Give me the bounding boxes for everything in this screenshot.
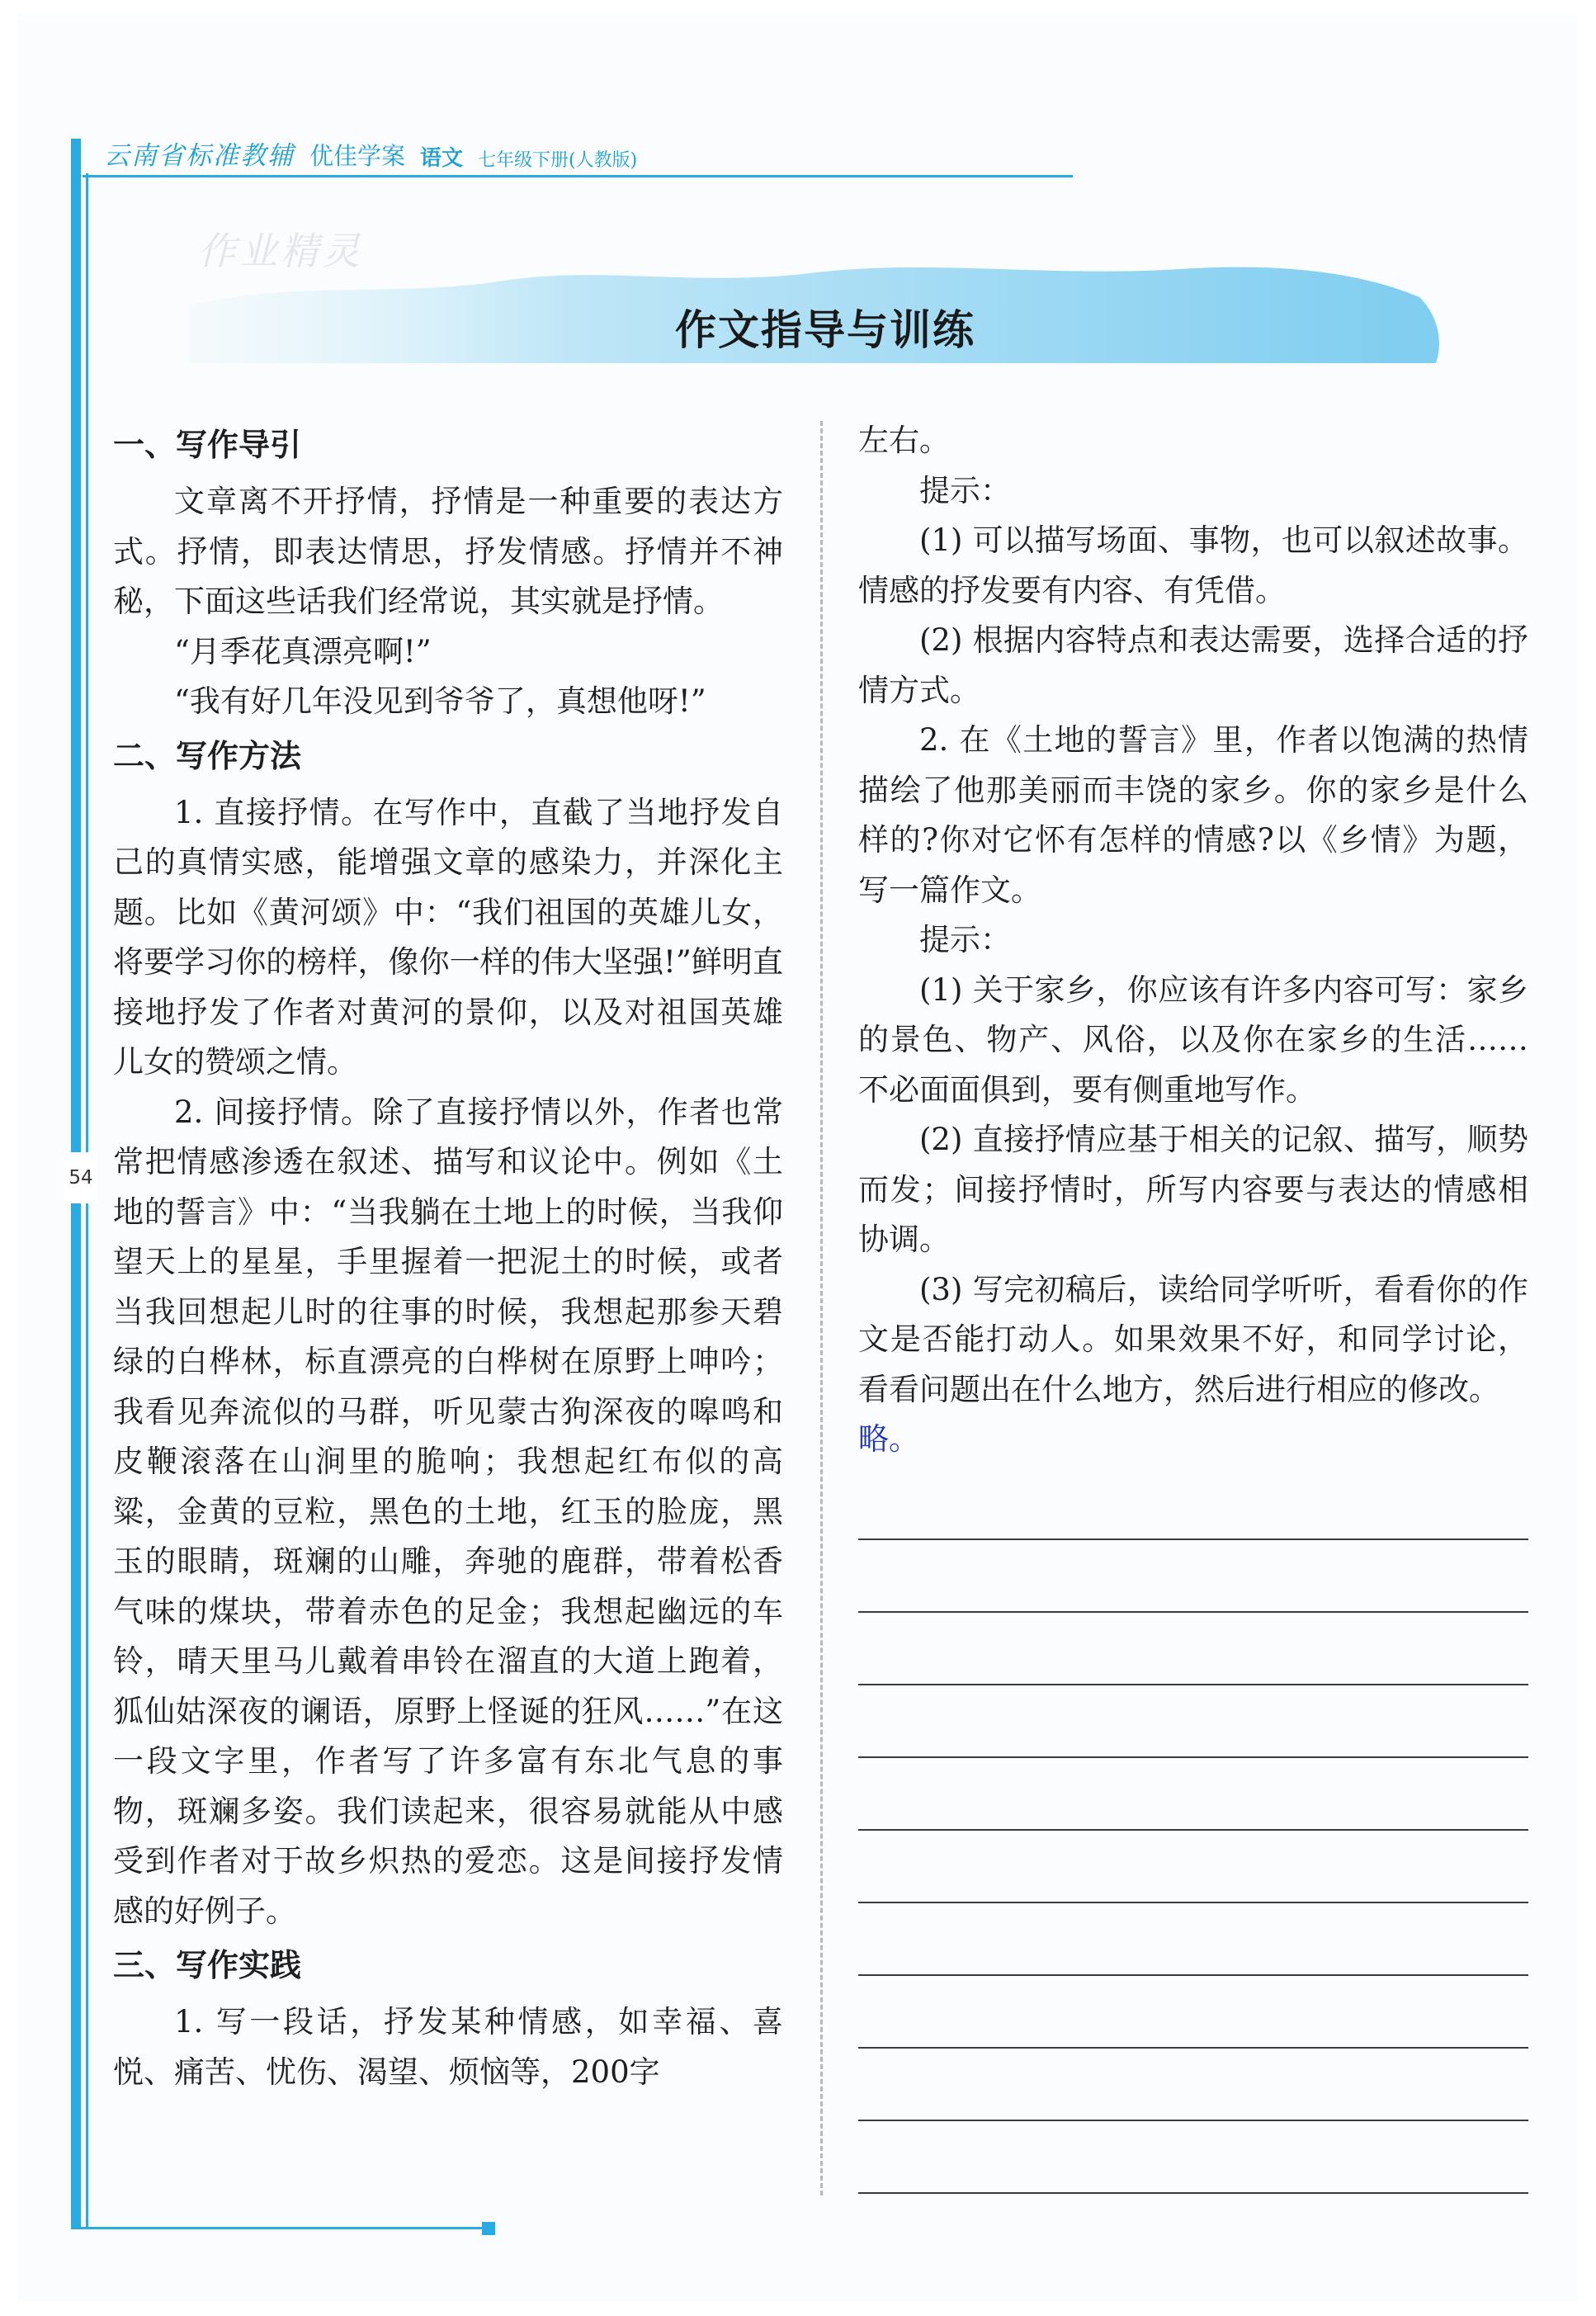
paragraph: 左右。 — [858, 423, 950, 458]
writing-line — [858, 2047, 1528, 2049]
writing-line — [858, 2120, 1528, 2121]
page-header — [104, 135, 637, 172]
subject-name: 语文 — [420, 146, 464, 171]
writing-line — [858, 1684, 1528, 1685]
writing-line — [858, 1538, 1528, 1540]
paragraph: (1) 关于家乡，你应该有许多内容可写：家乡的景色、物产、风俗，以及你在家乡的生活……不必面面俱到，要有侧重地写作。 — [858, 971, 1528, 1108]
paragraph: 1. 直接抒情。在写作中，直截了当地抒发自己的真情实感，能增强文章的感染力，并深化主题。比如《黄河颂》中：“我们祖国的英雄儿女，将要学习你的榜样，像你一样的伟大坚强!”鲜明直接地抒发了作者对黄河的景仰，以及对祖国英雄儿女的赞颂之情。 — [113, 794, 783, 1080]
hint-label: 提示： — [919, 472, 1011, 508]
footer-square — [482, 2222, 495, 2235]
writing-line — [858, 1756, 1528, 1758]
right-column — [858, 416, 1528, 1464]
paragraph: 文章离不开抒情，抒情是一种重要的表达方式。抒情，即表达情思，抒发情感。抒情并不神秘，下面这些话我们经常说，其实就是抒情。 — [113, 484, 783, 619]
paragraph: (2) 直接抒情应基于相关的记叙、描写，顺势而发；间接抒情时，所写内容要与表达的情感相协调。 — [858, 1122, 1528, 1257]
quote-line: “我有好几年没见到爷爷了，真想他呀!” — [174, 683, 706, 719]
writing-line — [858, 1829, 1528, 1831]
writing-line — [858, 1902, 1528, 1903]
paragraph: (2) 根据内容特点和表达需要，选择合适的抒情方式。 — [858, 622, 1528, 708]
watermark: 作业精灵 — [198, 229, 363, 273]
footer-rule — [71, 2227, 484, 2229]
writing-line — [858, 1974, 1528, 1976]
answer-text: 略。 — [858, 1421, 919, 1457]
paragraph: (3) 写完初稿后，读给同学听听，看看你的作文是否能打动人。如果效果不好，和同学讨论，看看问题出在什么地方，然后进行相应的修改。 — [858, 1271, 1528, 1407]
header-rule — [83, 175, 1073, 177]
grade-label: 七年级下册(人教版) — [478, 150, 638, 171]
paragraph: (1) 可以描写场面、事物，也可以叙述故事。情感的抒发要有内容、有凭借。 — [858, 522, 1528, 608]
book-name: 优佳学案 — [309, 142, 406, 170]
page-number: 54 — [64, 1152, 97, 1203]
paragraph: 2. 在《土地的誓言》里，作者以饱满的热情描绘了他那美丽而丰饶的家乡。你的家乡是什么样的?你对它怀有怎样的情感?以《乡情》为题，写一篇作文。 — [858, 722, 1528, 908]
paragraph: 1. 写一段话，抒发某种情感，如幸福、喜悦、痛苦、忧伤、渴望、烦恼等，200字 — [113, 2004, 783, 2090]
writing-line — [858, 1611, 1528, 1613]
series-name: 云南省标准教辅 — [104, 141, 295, 171]
column-divider — [820, 421, 823, 2195]
section-title: 二、写作方法 — [113, 737, 302, 774]
quote-line: “月季花真漂亮啊!” — [174, 633, 432, 669]
paragraph: 2. 间接抒情。除了直接抒情以外，作者也常常把情感渗透在叙述、描写和议论中。例如《土地的誓言》中：“当我躺在土地上的时候，当我仰望天上的星星，手里握着一把泥土的时候，或者当我回想起儿时的往事的时候，我想起那参天碧绿的白桦林，标直漂亮的白桦树在原野上呻吟；我看见奔流似的马群，听见蒙古狗深夜的嗥鸣和皮鞭滚落在山涧里的脆响；我想起红布似的高粱，金黄的豆粒，黑色的土地，红玉的脸庞，黑玉的眼睛，斑斓的山雕，奔驰的鹿群，带着松香气味的煤块，带着赤色的足金；我想起幽远的车铃，晴天里马儿戴着串铃在溜直的大道上跑着，狐仙姑深夜的谰语，原野上怪诞的狂风……”在这一段文字里，作者写了许多富有东北气息的事物，斑斓多姿。我们读起来，很容易就能从中感受到作者对于故乡炽热的爱恋。这是间接抒发情感的好例子。 — [113, 1094, 783, 1929]
writing-line — [858, 2192, 1528, 2194]
left-column — [113, 421, 783, 2097]
section-title: 三、写作实践 — [113, 1947, 302, 1983]
hint-label: 提示： — [919, 922, 1011, 957]
page-title: 作文指导与训练 — [675, 306, 975, 354]
section-title: 一、写作导引 — [113, 427, 302, 463]
